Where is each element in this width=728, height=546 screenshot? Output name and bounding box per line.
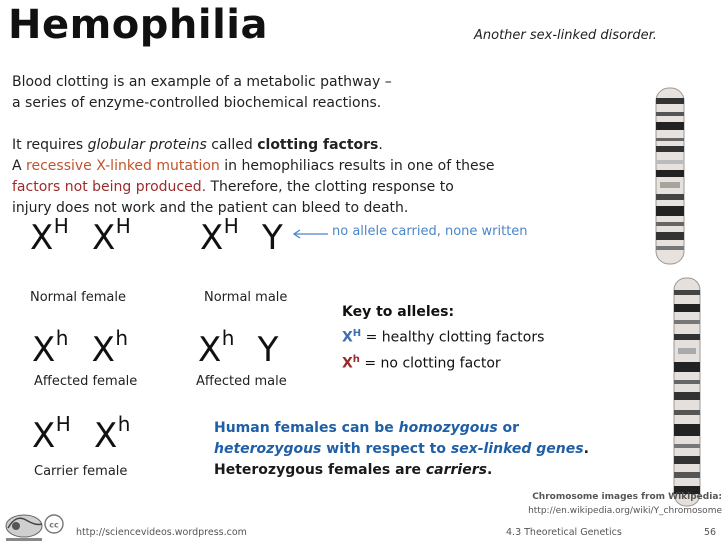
subtitle: Another sex-linked disorder. — [474, 28, 657, 43]
key-healthy: $X^H$ = healthy clotting factors — [342, 328, 545, 346]
genotype-carrier-female: $X^H$ $X^h$ — [32, 412, 131, 456]
female-note-line-3: Heterozygous females are carriers. — [214, 462, 493, 478]
footer-course: 4.3 Theoretical Genetics — [506, 527, 622, 538]
credit-line-2[interactable]: http://en.wikipedia.org/wiki/Y_chromosome — [528, 506, 722, 516]
genotype-affected-male: $X^h$ Y — [198, 326, 279, 370]
label-normal-male: Normal male — [204, 290, 288, 305]
allele-key — [342, 302, 544, 374]
science-videos-logo — [2, 506, 46, 544]
intro-paragraph — [12, 72, 392, 114]
intro-line-1: Blood clotting is an example of a metabolic pathway – — [12, 74, 392, 90]
genotype-normal-female: $X^H$ $X^H$ — [30, 214, 132, 258]
label-carrier-female: Carrier female — [34, 464, 128, 479]
y-chromosome-image — [666, 276, 706, 508]
label-affected-female: Affected female — [34, 374, 138, 389]
credit-line-1: Chromosome images from Wikipedia: — [532, 492, 722, 502]
svg-text:cc: cc — [49, 520, 59, 530]
x-chromosome-image — [650, 86, 690, 266]
genotype-normal-male: $X^H$ Y — [200, 214, 284, 258]
female-note-line-1: Human females can be homozygous or — [214, 420, 520, 436]
female-carrier-note — [214, 418, 589, 481]
clotting-line-3: factors not being produced. Therefore, the clotting response to — [12, 179, 454, 195]
clotting-line-1: It requires globular proteins called clotting factors. — [12, 137, 383, 153]
key-title: Key to alleles: — [342, 304, 455, 320]
key-affected: $X^h$ = no clotting factor — [342, 353, 501, 372]
arrow-left-icon — [292, 229, 328, 239]
label-affected-male: Affected male — [196, 374, 287, 389]
genotype-affected-female: $X^h$ $X^h$ — [32, 326, 129, 370]
page-number: 56 — [704, 527, 717, 538]
female-note-line-2: heterozygous with respect to sex-linked genes. — [214, 441, 589, 457]
clotting-line-4: injury does not work and the patient can bleed to death. — [12, 200, 409, 216]
page-title: Hemophilia — [8, 2, 268, 48]
label-normal-female: Normal female — [30, 290, 126, 305]
y-allele-note: no allele carried, none written — [332, 224, 528, 239]
clotting-line-2: A recessive X-linked mutation in hemophiliacs results in one of these — [12, 158, 495, 174]
clotting-paragraph — [12, 135, 495, 219]
image-credit — [420, 490, 722, 518]
footer-url[interactable]: http://sciencevideos.wordpress.com — [76, 527, 247, 538]
intro-line-2: a series of enzyme-controlled biochemical reactions. — [12, 95, 382, 111]
creative-commons-icon — [44, 514, 64, 534]
